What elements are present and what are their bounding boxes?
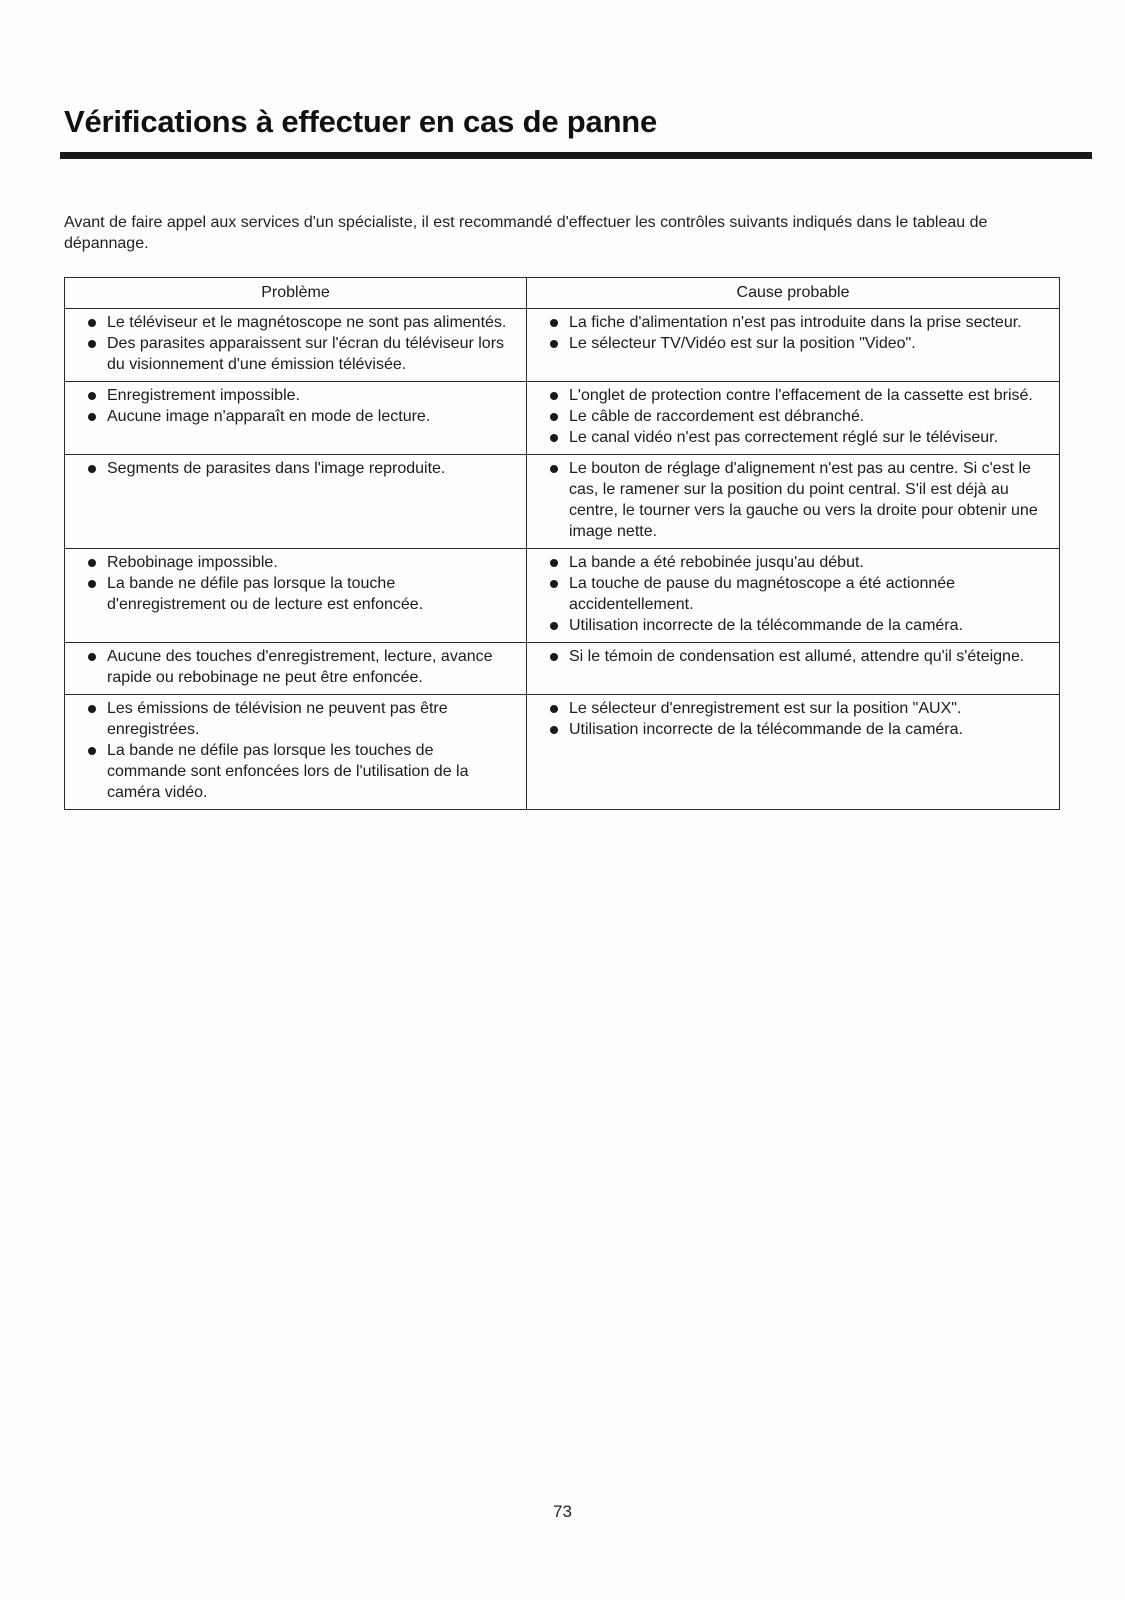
cause-cell [527,549,1060,643]
problem-cell-list [87,312,516,375]
page-title: Vérifications à effectuer en cas de panne [64,104,658,139]
problem-cell [65,695,527,810]
problem-cell [65,643,527,695]
cause-cell [527,382,1060,455]
cause-cell [527,643,1060,695]
troubleshooting-table [64,277,1060,810]
problem-item: Aucune image n'apparaît en mode de lecture. [87,406,516,427]
cause-cell [527,695,1060,810]
table-body [65,309,1060,810]
cause-cell-list [549,552,1049,636]
problem-cell-list [87,646,516,688]
problem-cell [65,455,527,549]
problem-item: La bande ne défile pas lorsque les touches de commande sont enfoncées lors de l'utilisation de la caméra vidéo. [87,740,516,803]
intro-paragraph: Avant de faire appel aux services d'un spécialiste, il est recommandé d'effectuer les contrôles suivants indiqués dans le tableau de dépannage. [64,214,988,252]
problem-item: Segments de parasites dans l'image reproduite. [87,458,516,479]
problem-cell-list [87,698,516,803]
problem-cell [65,549,527,643]
header-cause: Cause probable [527,278,1060,309]
cause-cell-list [549,385,1049,448]
problem-item: La bande ne défile pas lorsque la touche d'enregistrement ou de lecture est enfoncée. [87,573,516,615]
problem-item: Le téléviseur et le magnétoscope ne sont pas alimentés. [87,312,516,333]
table-row [65,309,1060,382]
table-header-row [65,278,1060,309]
cause-cell [527,309,1060,382]
problem-item: Aucune des touches d'enregistrement, lecture, avance rapide ou rebobinage ne peut être enfoncée. [87,646,516,688]
table-row [65,382,1060,455]
problem-cell [65,382,527,455]
problem-cell [65,309,527,382]
table-row [65,643,1060,695]
cause-cell [527,455,1060,549]
cause-item: Le canal vidéo n'est pas correctement réglé sur le téléviseur. [549,427,1049,448]
cause-item: La bande a été rebobinée jusqu'au début. [549,552,1049,573]
problem-item: Des parasites apparaissent sur l'écran du téléviseur lors du visionnement d'une émission télévisée. [87,333,516,375]
cause-item: Le câble de raccordement est débranché. [549,406,1049,427]
cause-cell-list [549,646,1049,667]
cause-cell-list [549,698,1049,740]
table-row [65,549,1060,643]
cause-item: La touche de pause du magnétoscope a été actionnée accidentellement. [549,573,1049,615]
cause-item: Utilisation incorrecte de la télécommande de la caméra. [549,615,1049,636]
table-row [65,695,1060,810]
cause-item: Le bouton de réglage d'alignement n'est pas au centre. Si c'est le cas, le ramener sur la position du point central. S'il est déjà au centre, le tourner vers la gauche ou vers la droite pour obtenir une image nette. [549,458,1049,542]
page-number: 73 [553,1502,572,1521]
cause-cell-list [549,312,1049,354]
cause-item: Le sélecteur d'enregistrement est sur la position "AUX". [549,698,1049,719]
problem-cell-list [87,458,516,479]
cause-item: La fiche d'alimentation n'est pas introduite dans la prise secteur. [549,312,1049,333]
problem-item: Rebobinage impossible. [87,552,516,573]
problem-cell-list [87,552,516,615]
header-problem: Problème [65,278,527,309]
problem-item: Enregistrement impossible. [87,385,516,406]
cause-cell-list [549,458,1049,542]
problem-item: Les émissions de télévision ne peuvent pas être enregistrées. [87,698,516,740]
table-row [65,455,1060,549]
problem-cell-list [87,385,516,427]
cause-item: Utilisation incorrecte de la télécommande de la caméra. [549,719,1049,740]
cause-item: Le sélecteur TV/Vidéo est sur la position "Video". [549,333,1049,354]
cause-item: L'onglet de protection contre l'effacement de la cassette est brisé. [549,385,1049,406]
cause-item: Si le témoin de condensation est allumé, attendre qu'il s'éteigne. [549,646,1049,667]
title-rule [60,152,1092,159]
